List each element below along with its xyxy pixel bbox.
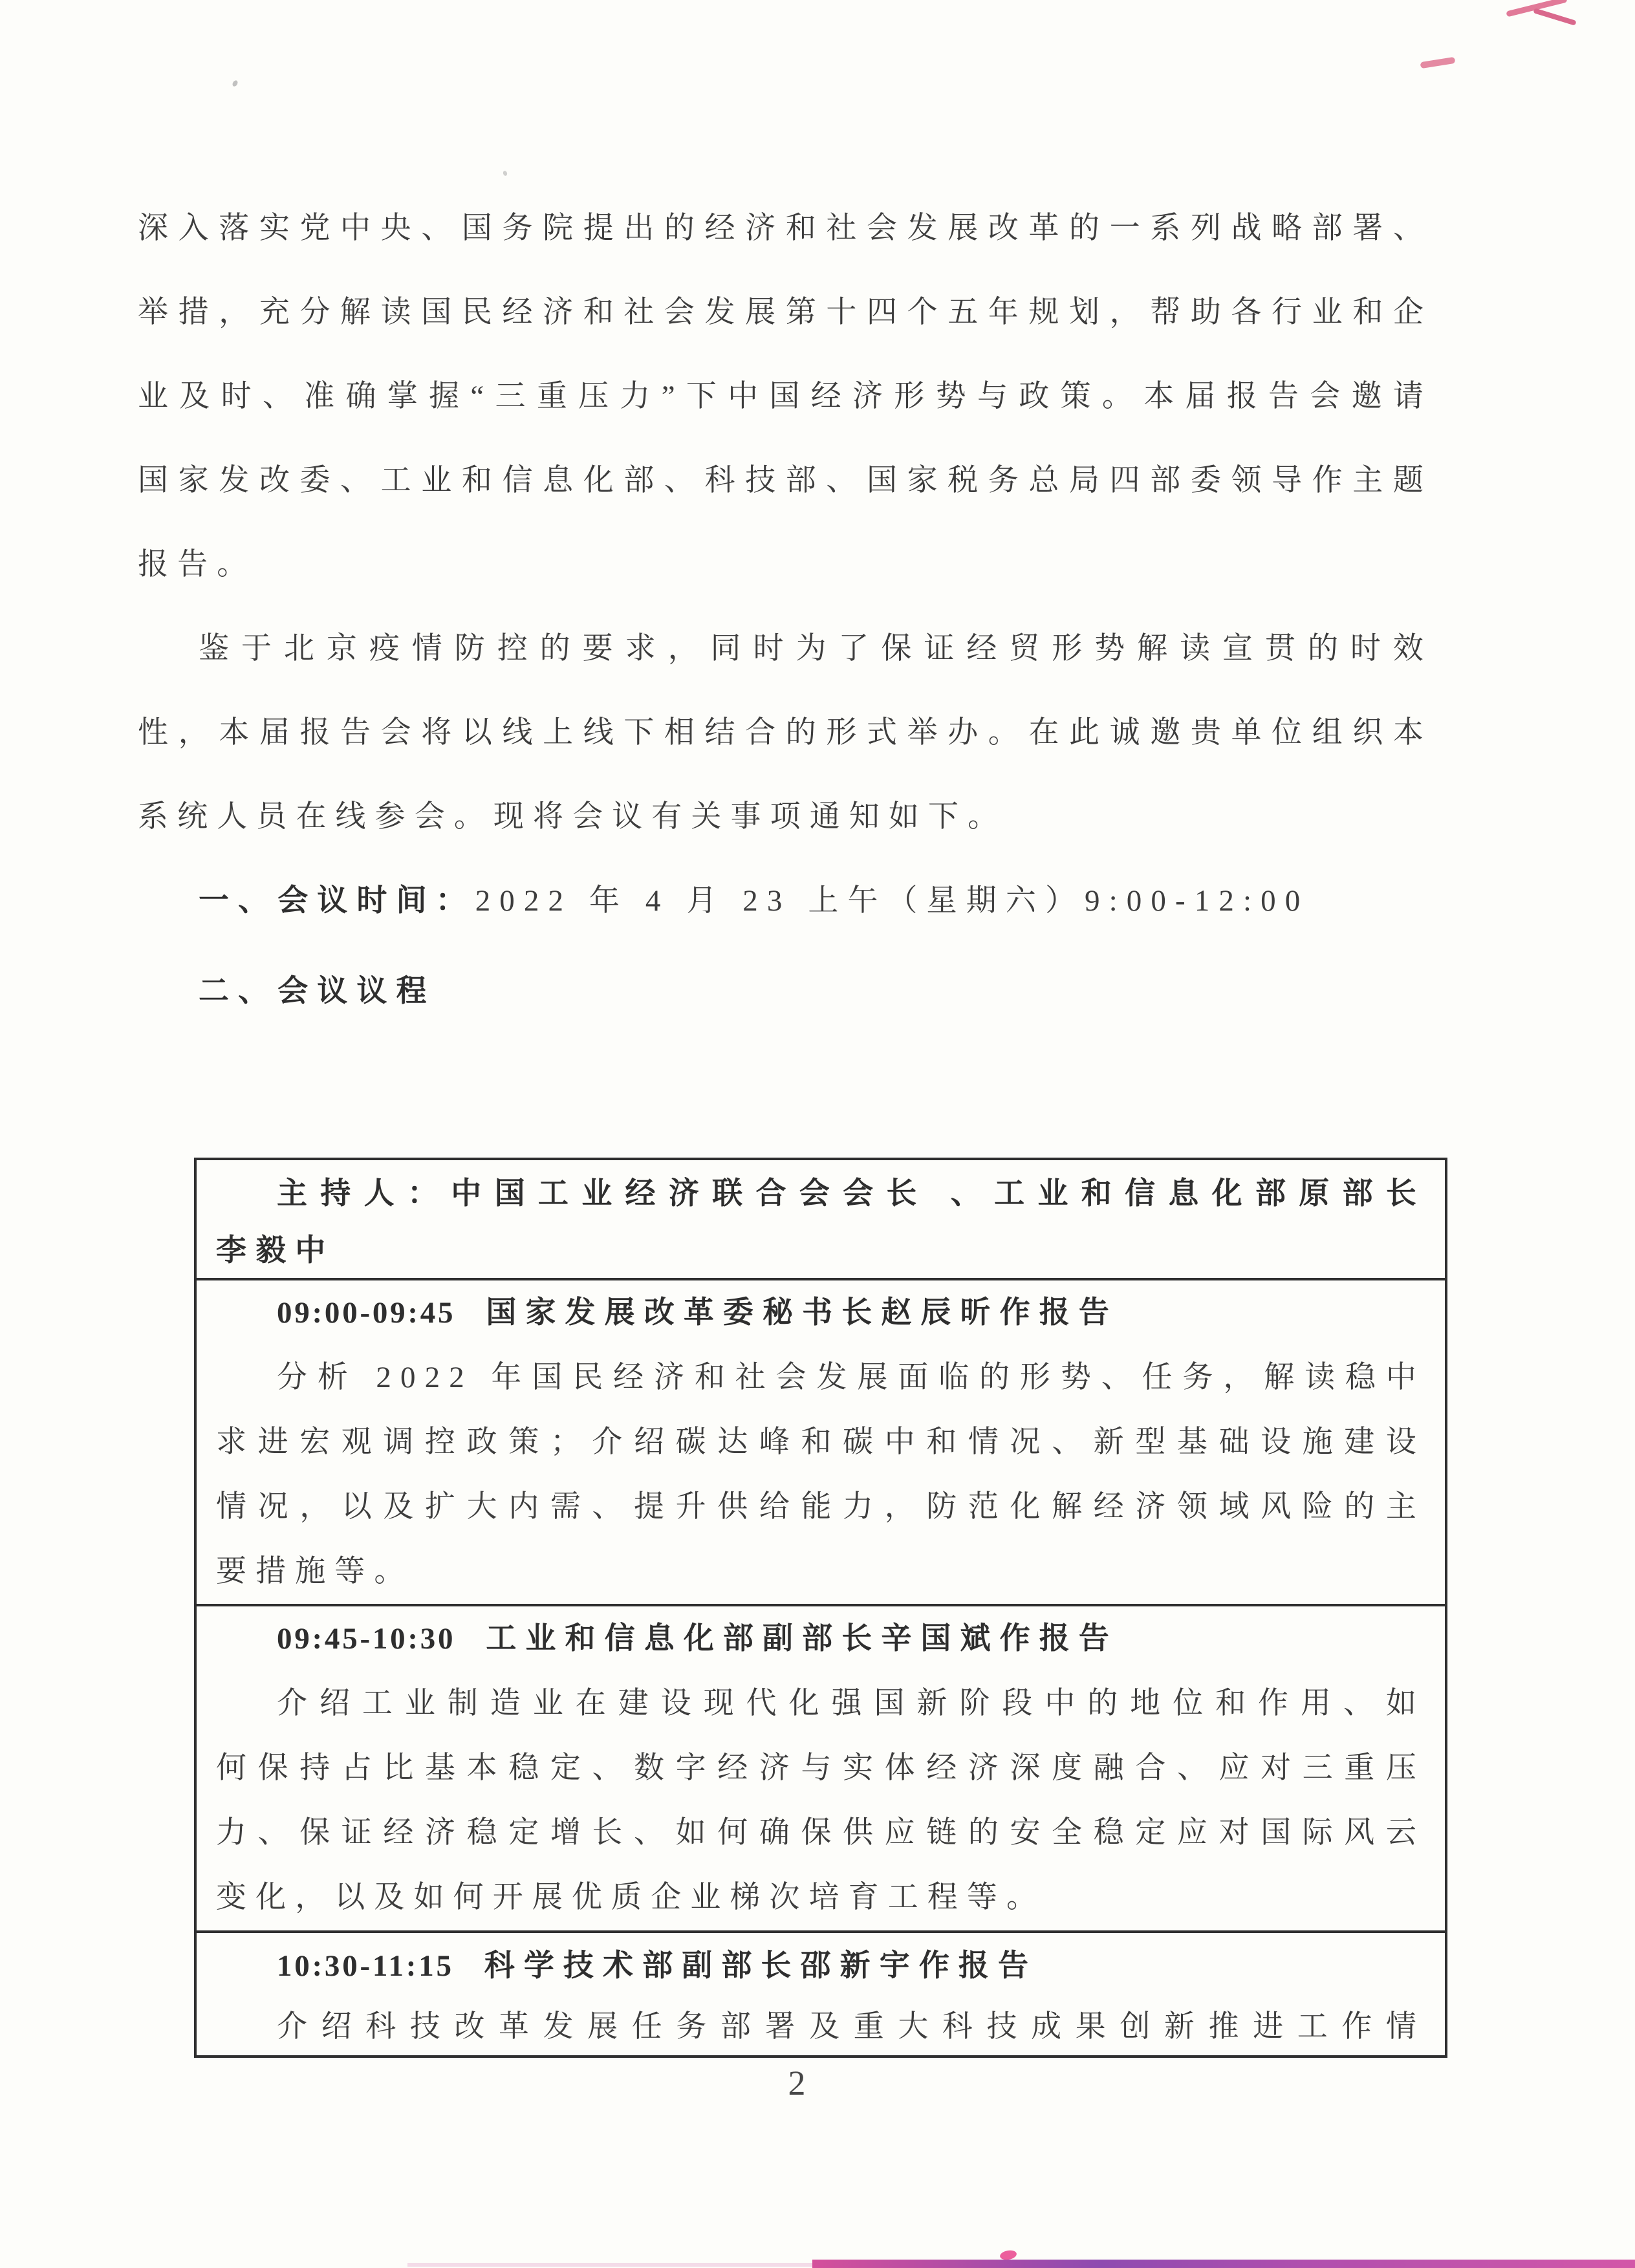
paragraph-line: 举措，充分解读国民经济和社会发展第十四个五年规划，帮助各行业和企 xyxy=(138,296,1433,329)
session-desc-line: 分析 2022 年国民经济和社会发展面临的形势、任务，解读稳中 xyxy=(277,1361,1425,1394)
table-row-moderator xyxy=(197,1160,1445,1280)
session-time: 10:30-11:15 xyxy=(277,1949,454,1983)
moderator-line: 李毅中 xyxy=(216,1234,335,1268)
paragraph-line: 报告。 xyxy=(138,548,257,581)
scan-speck-artifact xyxy=(503,170,508,177)
paragraph-line: 国家发改委、工业和信息化部、科技部、国家税务总局四部委领导作主题 xyxy=(138,464,1433,497)
paragraph-line: 业及时、准确掌握“三重压力”下中国经济形势与政策。本届报告会邀请 xyxy=(138,380,1433,413)
paragraph-line: 鉴于北京疫情防控的要求，同时为了保证经贸形势解读宣贯的时效 xyxy=(199,632,1433,665)
session-header xyxy=(216,1936,1425,1996)
session-title: 国家发展改革委秘书长赵辰昕作报告 xyxy=(486,1296,1118,1330)
session-time: 09:00-09:45 xyxy=(277,1296,456,1330)
table-row-session xyxy=(197,1933,1445,2057)
page-number: 2 xyxy=(788,2064,806,2102)
list-item-label: 一、会议时间： xyxy=(199,884,475,918)
table-row-session xyxy=(197,1280,1445,1606)
paragraph-line: 深入落实党中央、国务院提出的经济和社会发展改革的一系列战略部署、 xyxy=(138,211,1433,245)
agenda-table xyxy=(194,1158,1447,2058)
paragraph-line: 性，本届报告会将以线上线下相结合的形式举办。在此诚邀贵单位组织本 xyxy=(138,716,1433,750)
session-desc-line: 介绍科技改革发展任务部署及重大科技成果创新推进工作情 xyxy=(277,2010,1425,2044)
list-item-meeting-agenda xyxy=(138,949,1433,1033)
session-desc-line: 力、保证经济稳定增长、如何确保供应链的安全稳定应对国际风云 xyxy=(216,1816,1425,1850)
session-title: 科学技术部副部长邵新宇作报告 xyxy=(484,1949,1038,1983)
scan-speck-artifact xyxy=(232,80,239,87)
session-desc-line: 何保持占比基本稳定、数字经济与实体经济深度融合、应对三重压 xyxy=(216,1751,1425,1785)
table-row-session xyxy=(197,1606,1445,1933)
session-desc-line: 变化，以及如何开展优质企业梯次培育工程等。 xyxy=(216,1881,1046,1914)
session-desc-line: 要措施等。 xyxy=(216,1555,414,1588)
paragraph-line: 系统人员在线参会。现将会议有关事项通知如下。 xyxy=(138,800,1008,834)
scan-edge-ink-artifact xyxy=(812,2260,1635,2268)
scan-edge-ink-artifact xyxy=(407,2263,812,2267)
pen-mark-artifact xyxy=(1420,57,1456,69)
moderator-line: 主持人：中国工业经济联合会会长 、工业和信息化部原部长 xyxy=(277,1177,1425,1211)
session-desc-line: 情况，以及扩大内需、提升供给能力，防范化解经济领域风险的主 xyxy=(216,1490,1425,1524)
session-header xyxy=(216,1606,1425,1671)
body-text xyxy=(138,186,1433,1033)
list-item-meeting-time xyxy=(138,859,1433,943)
session-time: 09:45-10:30 xyxy=(277,1622,456,1656)
pen-mark-artifact xyxy=(1533,8,1576,26)
list-item-value: 2022 年 4 月 23 上午（星期六）9:00-12:00 xyxy=(475,884,1310,918)
session-desc-line: 求进宏观调控政策；介绍碳达峰和碳中和情况、新型基础设施建设 xyxy=(216,1425,1425,1459)
list-item-label: 二、会议议程 xyxy=(199,975,436,1008)
session-desc-line: 介绍工业制造业在建设现代化强国新阶段中的地位和作用、如 xyxy=(277,1687,1425,1720)
session-header xyxy=(216,1280,1425,1345)
session-title: 工业和信息化部副部长辛国斌作报告 xyxy=(486,1622,1118,1656)
